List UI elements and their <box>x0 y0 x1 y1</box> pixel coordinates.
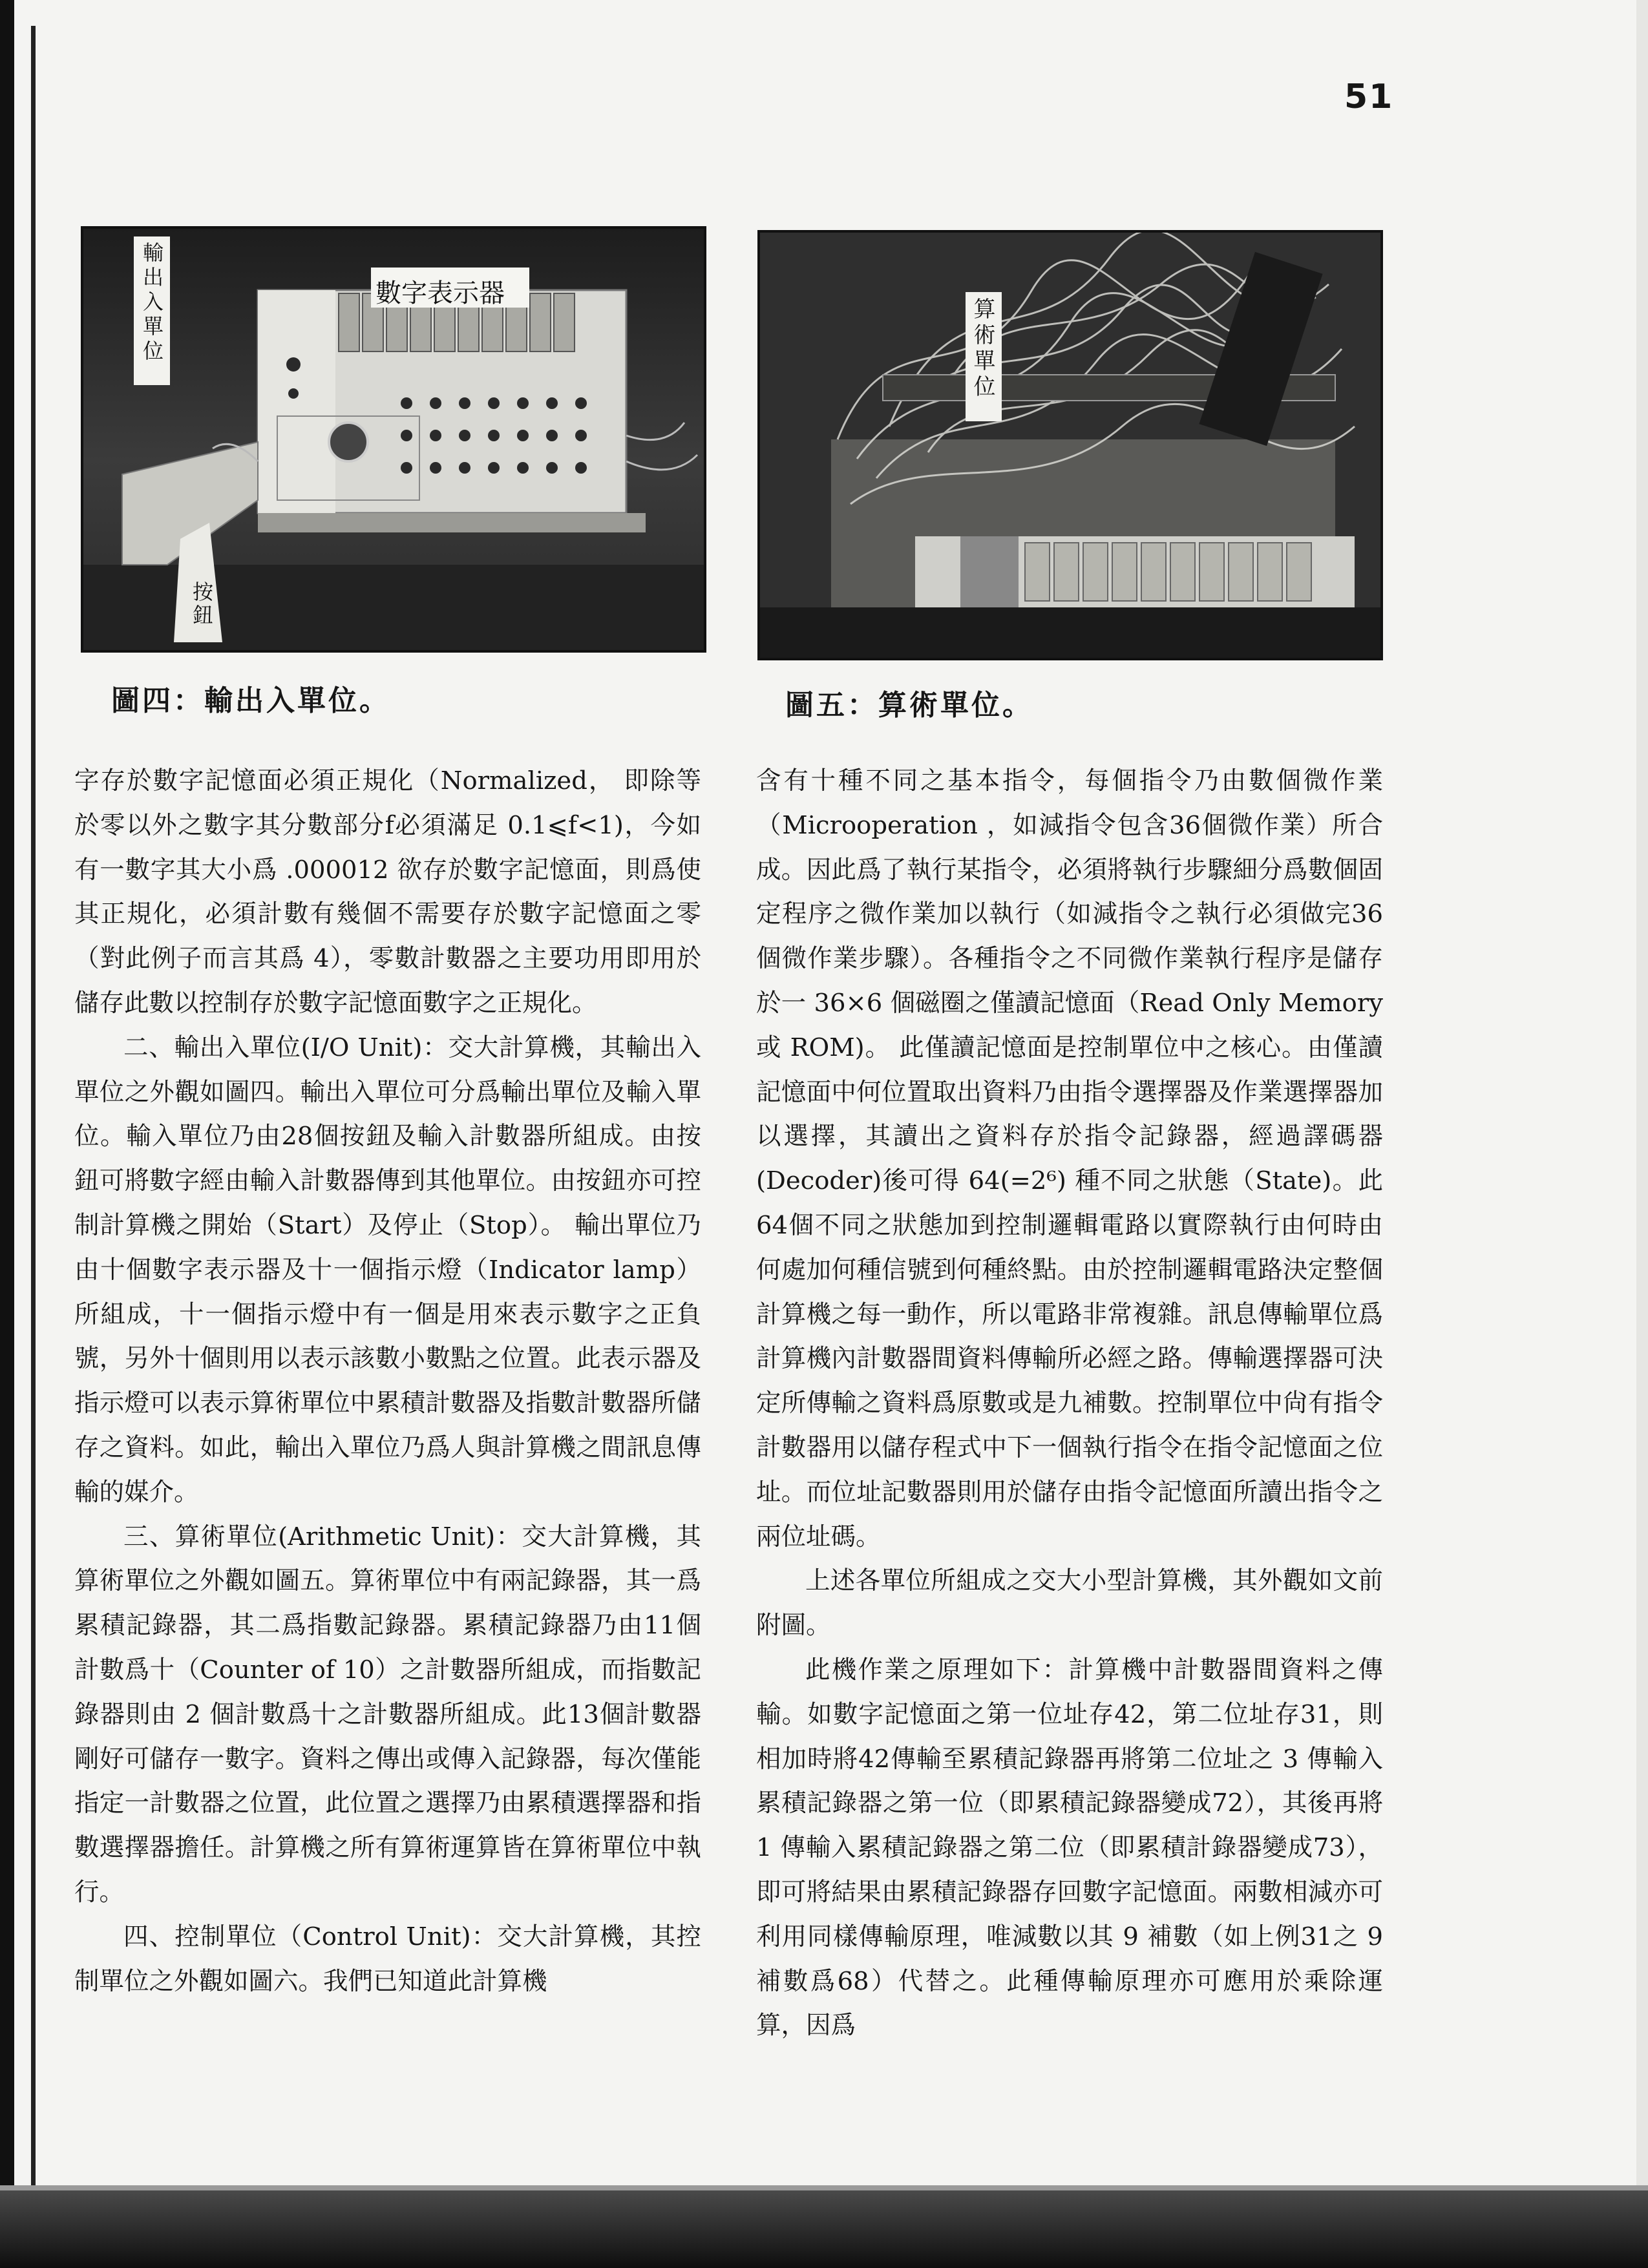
paragraph: 字存於數字記憶面必須正規化（Normalized， 即除等於零以外之數字其分數部分f必須滿足 0.1⩽f<1)，今如有一數字其大小爲 .000012 欲存於數字記憶面，則爲使其正規化，必須計數有幾個不需要存於數字記憶面之零（對此例子而言其爲 4），零數計數器之主要功用即用於儲存此數以控制存於數字記憶面數字之正規化。 <box>74 766 701 1018</box>
arithmetic-unit-illustration <box>760 233 1380 658</box>
figure-5-caption: 圖五：算術單位。 <box>785 689 1033 722</box>
display-label: 數字表示器 <box>375 278 505 308</box>
io-unit-label: 輸出入單位 <box>140 242 164 364</box>
paragraph: 含有十種不同之基本指令，每個指令乃由數個微作業（Microoperation ，如減指令包含36個微作業）所合成。因此爲了執行某指令，必須將執行步驟細分爲數個固定程序之微作業加以執行（如減指令之執行必須做完36個微作業步驟）。各種指令之不同微作業執行程序是儲存於一 36×6 個磁圈之僅讀記憶面（Read Only Memory 或 ROM)。 此僅讀記憶面是控制單位中之核心。由僅讀記憶面中何位置取出資料乃由指令選擇器及作業選擇器加以選擇，其讀出之資料存於指令記錄器，經過譯碼器(Decoder)後可得 64(=2⁶) 種不同之狀態（State)。此64個不同之狀態加到控制邏輯電路以實際執行由何時由何處加何種信號到何種終點。由於控制邏輯電路決定整個計算機之每一動作，所以電路非常複雜。訊息傳輸單位爲計算機內計數器間資料傳輸所必經之路。傳輸選擇器可決定所傳輸之資料爲原數或是九補數。控制單位中尙有指令計數器用以儲存程式中下一個執行指令在指令記憶面之位址。而位址記數器則用於儲存由指令記憶面所讀出指令之兩位址碼。 <box>756 766 1383 1551</box>
scan-edge-bottom <box>0 2190 1648 2268</box>
scan-edge-left <box>0 0 14 2268</box>
figure-4-caption: 圖四：輸出入單位。 <box>111 684 390 717</box>
paragraph: 二、輸出入單位(I/O Unit)：交大計算機，其輸出入單位之外觀如圖四。輸出入單位可分爲輸出單位及輸入單位。輸入單位乃由28個按鈕及輸入計數器所組成。由按鈕可將數字經由輸入計數器傳到其他單位。由按鈕亦可控制計算機之開始（Start）及停止（Stop）。 輸出單位乃由十個數字表示器及十一個指示燈（Indicator lamp）所組成，十一個指示燈中有一個是用來表示數字之正負號，另外十個則用以表示該數小數點之位置。此表示器及指示燈可以表示算術單位中累積計數器及指數計數器所儲存之資料。如此，輸出入單位乃爲人與計算機之間訊息傳輸的媒介。 <box>74 1033 701 1507</box>
scan-binding-line <box>31 26 36 2236</box>
buttons-label: 按鈕 <box>189 581 214 627</box>
paragraph: 此機作業之原理如下：計算機中計數器間資料之傳輸。如數字記憶面之第一位址存42，第二位址存31，則相加時將42傳輸至累積記錄器再將第二位址之 3 傳輸入累積記錄器之第一位（即累積記錄器變成72），其後再將 1 傳輸入累積記錄器之第二位（即累積計錄器變成73），即可將結果由累積記錄器存回數字記憶面。兩數相減亦可利用同樣傳輸原理，唯減數以其 9 補數（如上例31之 9 補數爲68）代替之。此種傳輸原理亦可應用於乘除運算，因爲 <box>756 1655 1383 2041</box>
scan-edge-right <box>1636 0 1648 2268</box>
left-column <box>74 759 701 2004</box>
paragraph: 上述各單位所組成之交大小型計算機，其外觀如文前附圖。 <box>756 1566 1383 1641</box>
right-column <box>756 759 1383 2048</box>
arithmetic-unit-label: 算術單位 <box>969 297 995 401</box>
scan-edge-line <box>0 2185 1648 2190</box>
paragraph: 三、算術單位(Arithmetic Unit)：交大計算機，其算術單位之外觀如圖五。算術單位中有兩記錄器，其一爲累積記錄器，其二爲指數記錄器。累積記錄器乃由11個計數爲十（Counter of 10）之計數器所組成，而指數記錄器則由 2 個計數爲十之計數器所組成。此13個計數器剛好可儲存一數字。資料之傳出或傳入記錄器，每次僅能指定一計數器之位置，此位置之選擇乃由累積選擇器和指數選擇器擔任。計算機之所有算術運算皆在算術單位中執行。 <box>74 1522 701 1907</box>
figure-arithmetic-unit-photo <box>757 230 1383 660</box>
figure-io-unit-photo <box>81 226 706 653</box>
page-number: 51 <box>1344 78 1394 116</box>
paragraph: 四、控制單位（Control Unit)：交大計算機，其控制單位之外觀如圖六。我們已知道此計算機 <box>74 1922 701 1996</box>
